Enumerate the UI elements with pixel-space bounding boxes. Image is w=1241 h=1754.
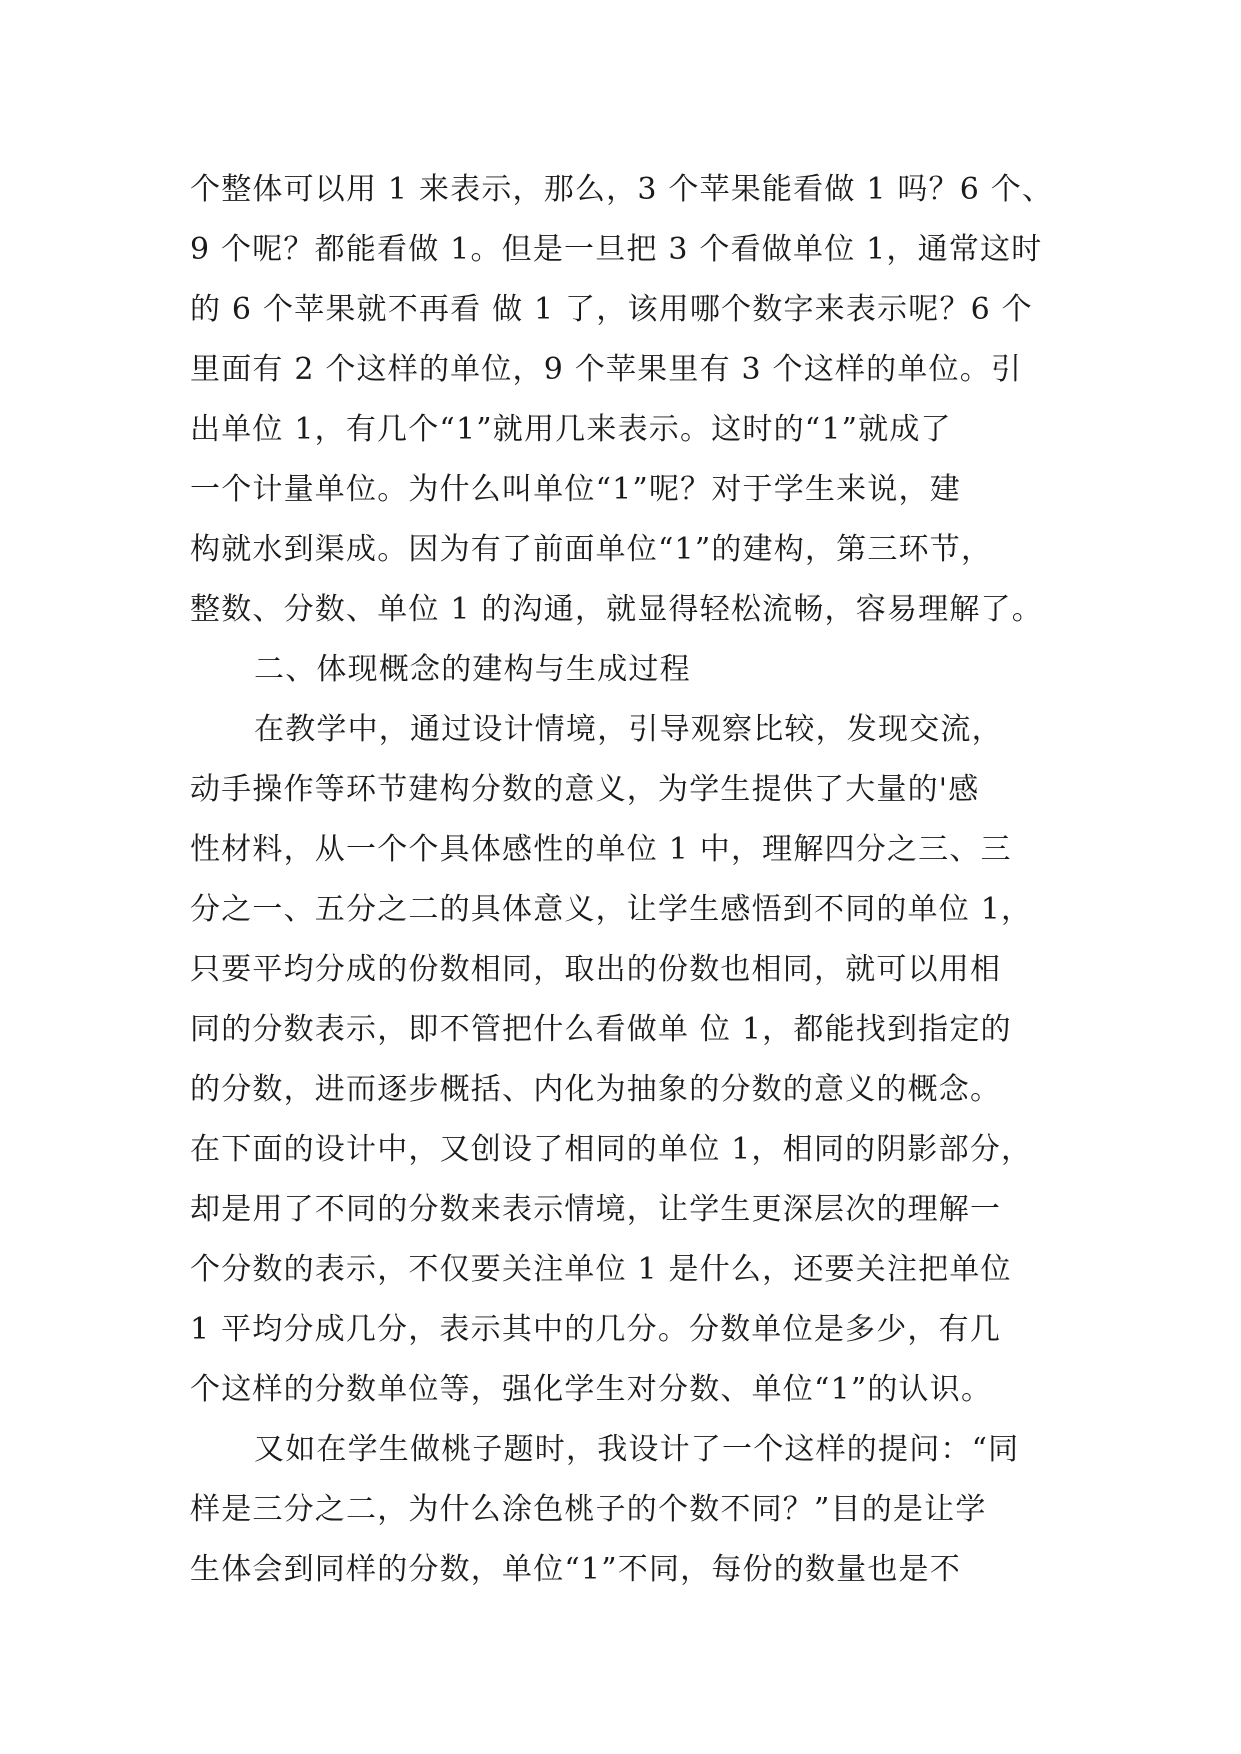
paragraph-start: 在教学中，通过设计情境，引导观察比较，发现交流， [254,712,1003,747]
text-line: 一个计量单位。为什么叫单位“1”呢？对于学生来说，建 [190,472,961,507]
document-body [190,160,1070,1600]
text-line: 分之一、五分之二的具体意义，让学生感悟到不同的单位 1， [190,892,1033,927]
text-line: 个这样的分数单位等，强化学生对分数、单位“1”的认识。 [190,1372,993,1407]
text-line: 9 个呢？都能看做 1。但是一旦把 3 个看做单位 1，通常这时 [190,232,1043,267]
text-line: 的分数，进而逐步概括、内化为抽象的分数的意义的概念。 [190,1072,1002,1107]
paragraph-start: 又如在学生做桃子题时，我设计了一个这样的提问：“同 [254,1432,1020,1467]
text-line: 的 6 个苹果就不再看 做 1 了，该用哪个数字来表示呢？6 个 [190,292,1033,327]
text-line: 同的分数表示，即不管把什么看做单 位 1，都能找到指定的 [190,1012,1012,1047]
text-line: 出单位 1，有几个“1”就用几来表示。这时的“1”就成了 [190,412,952,447]
text-line: 1 平均分成几分，表示其中的几分。分数单位是多少，有几 [190,1312,1002,1347]
text-line: 构就水到渠成。因为有了前面单位“1”的建构，第三环节， [190,532,993,567]
section-heading: 二、体现概念的建构与生成过程 [254,652,691,687]
text-line: 个分数的表示，不仅要关注单位 1 是什么，还要关注把单位 [190,1252,1012,1287]
text-line: 个整体可以用 1 来表示，那么，3 个苹果能看做 1 吗？6 个、 [190,172,1054,207]
text-line: 动手操作等环节建构分数的意义，为学生提供了大量的'感 [190,772,980,807]
text-line: 整数、分数、单位 1 的沟通，就显得轻松流畅，容易理解了。 [190,592,1043,627]
text-line: 生体会到同样的分数，单位“1”不同，每份的数量也是不 [190,1552,961,1587]
text-line: 里面有 2 个这样的单位，9 个苹果里有 3 个这样的单位。引 [190,352,1023,387]
text-line: 只要平均分成的份数相同，取出的份数也相同，就可以用相 [190,952,1002,987]
text-line: 却是用了不同的分数来表示情境，让学生更深层次的理解一 [190,1192,1002,1227]
text-line: 样是三分之二，为什么涂色桃子的个数不同？”目的是让学 [190,1492,987,1527]
text-line: 在下面的设计中，又创设了相同的单位 1，相同的阴影部分， [190,1132,1033,1167]
text-line: 性材料，从一个个具体感性的单位 1 中，理解四分之三、三 [190,832,1012,867]
